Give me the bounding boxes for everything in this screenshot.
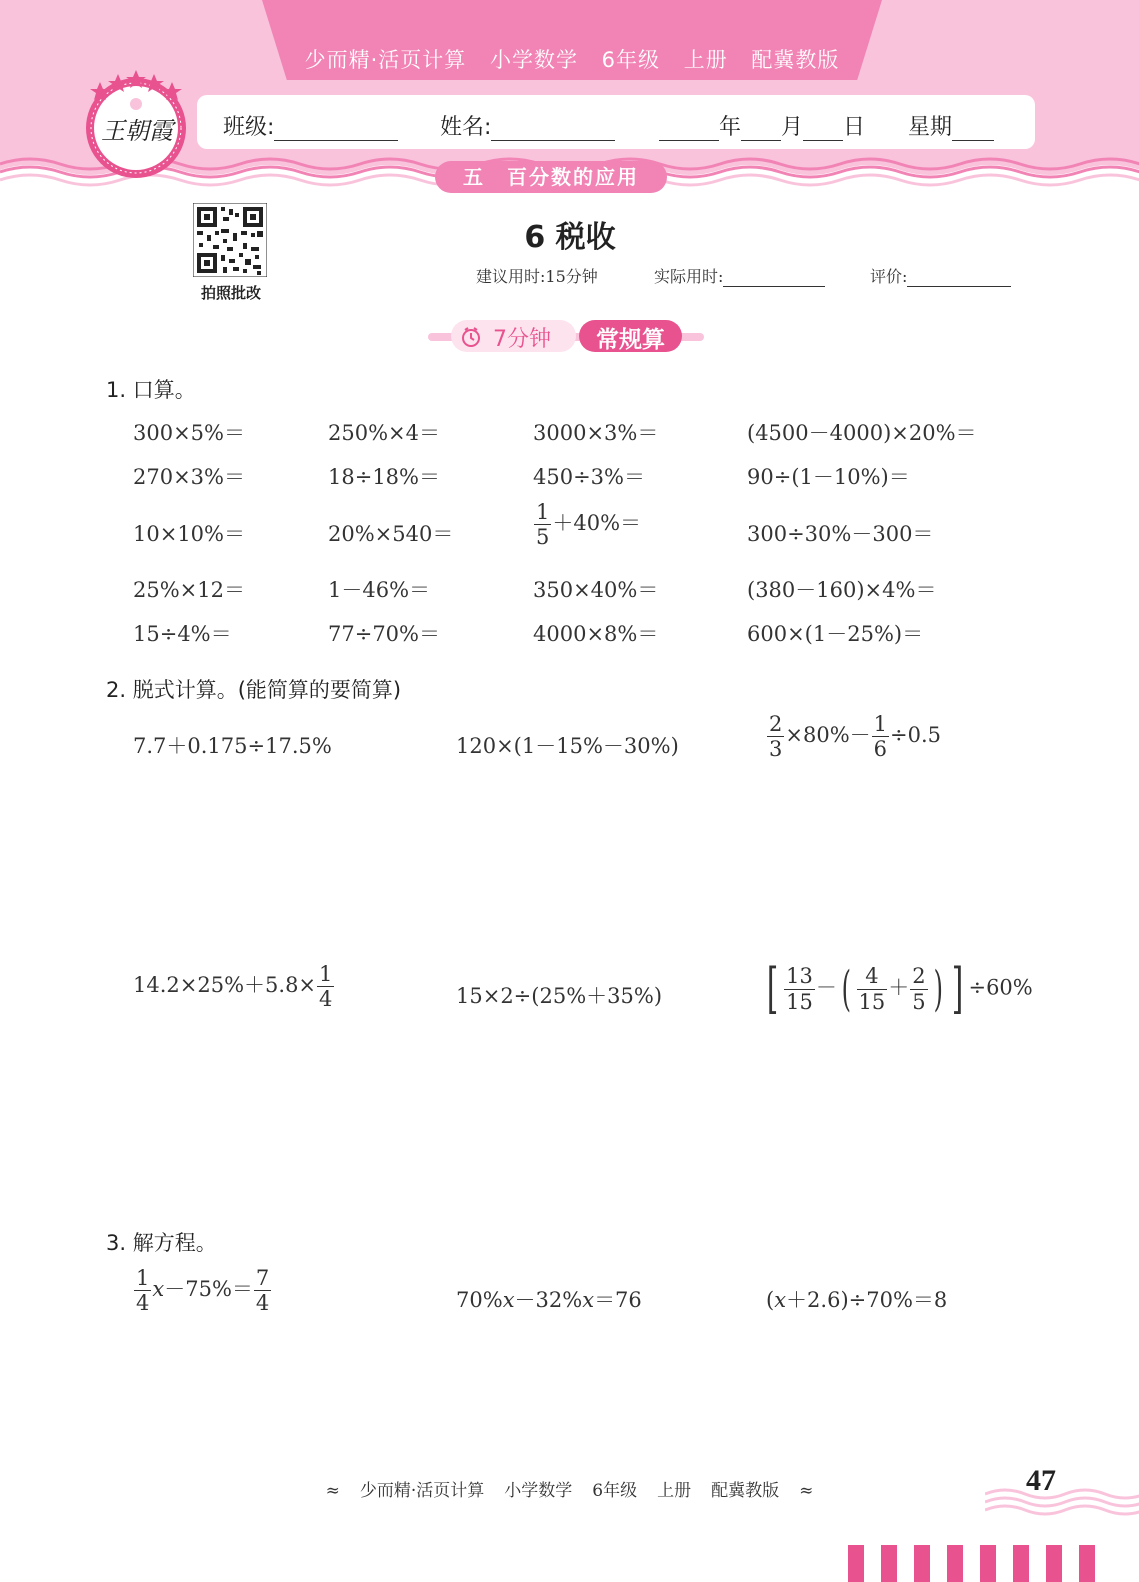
oral-problem-fraction: $\frac{1}{5}$ ＋40%＝: [536, 500, 642, 550]
equation: (x＋2.6)÷70%＝8: [766, 1288, 948, 1312]
stepwise-problem: 14.2×25%＋5.8× $\frac{1}{4}$: [133, 962, 333, 1012]
fraction: $\frac{1}{4}$: [319, 962, 333, 1012]
class-field[interactable]: [223, 110, 398, 141]
oral-problem: 18÷18%＝: [328, 465, 440, 489]
actual-time-field[interactable]: [654, 264, 825, 287]
year-blank[interactable]: [659, 118, 719, 141]
weekday-label: 星期: [908, 115, 953, 140]
day-blank[interactable]: [803, 118, 843, 141]
footer-stripe: [881, 1545, 897, 1582]
section-2-title: 2. 脱式计算。(能简算的要简算): [106, 678, 402, 702]
section-1-title: 1. 口算。: [106, 378, 196, 402]
day-label: 日: [843, 115, 866, 140]
oral-problem: (4500－4000)×20%＝: [747, 421, 977, 445]
series-name: 少而精·活页计算: [304, 48, 467, 72]
oral-problem: 250%×4＝: [328, 421, 440, 445]
right-paren: ): [933, 961, 943, 1017]
unit-badge: 五 百分数的应用: [435, 161, 667, 193]
equation: 70%x－32%x＝76: [456, 1288, 642, 1312]
footer-wave-decoration: [985, 1486, 1139, 1526]
name-blank[interactable]: [491, 118, 615, 141]
name-label: 姓名:: [440, 115, 492, 140]
oral-problem: 3000×3%＝: [533, 421, 659, 445]
left-bracket: [: [766, 957, 779, 1020]
actual-time-label: 实际用时:: [654, 267, 724, 286]
wave-icon: ≈: [799, 1481, 814, 1501]
subject-name: 小学数学: [489, 48, 578, 72]
class-blank[interactable]: [274, 118, 398, 141]
fraction: $\frac{4}{15}$: [858, 964, 886, 1014]
volume-name: 上册: [683, 48, 728, 72]
oral-problem: 15÷4%＝: [133, 622, 232, 646]
edition-name: 配冀教版: [751, 48, 840, 72]
year-label: 年: [719, 115, 742, 140]
footer-book-title: ≈ 少而精·活页计算 小学数学 6年级 上册 配冀教版 ≈: [325, 1481, 814, 1501]
oral-problem: 300÷30%－300＝: [747, 522, 934, 546]
month-blank[interactable]: [741, 118, 781, 141]
qr-caption: 拍照批改: [200, 284, 261, 302]
grade-name: 6年级: [601, 48, 661, 72]
stepwise-problem: $\frac{2}{3}$ ×80%－ $\frac{1}{6}$ ÷0.5: [769, 712, 942, 762]
oral-problem: 77÷70%＝: [328, 622, 440, 646]
oral-problem: 90÷(1－10%)＝: [747, 465, 910, 489]
month-label: 月: [781, 115, 804, 140]
oral-problem: 270×3%＝: [133, 465, 245, 489]
footer-stripe: [1079, 1545, 1095, 1582]
stepwise-problem: 120×(1－15%－30%): [456, 734, 679, 758]
oral-problem: 10×10%＝: [133, 522, 245, 546]
fraction: $\frac{7}{4}$: [255, 1266, 270, 1316]
oral-problem: 600×(1－25%)＝: [747, 622, 924, 646]
stepwise-problem: 15×2÷(25%＋35%): [456, 984, 663, 1008]
section-3-title: 3. 解方程。: [106, 1231, 217, 1255]
qr-code-icon[interactable]: [193, 203, 267, 277]
oral-problem: (380－160)×4%＝: [747, 578, 937, 602]
left-paren: (: [841, 961, 851, 1017]
footer-stripe: [1046, 1545, 1062, 1582]
oral-problem: 1－46%＝: [328, 578, 431, 602]
book-title: [262, 44, 882, 74]
fraction: $\frac{1}{6}$: [873, 712, 888, 762]
right-bracket: ]: [952, 957, 964, 1020]
fraction: $\frac{13}{15}$: [786, 964, 813, 1014]
rating-blank[interactable]: [907, 268, 1011, 287]
oral-problem: 25%×12＝: [133, 578, 245, 602]
fraction: $\frac{1}{4}$: [136, 1266, 150, 1316]
brand-logo-text: 王朝霞: [101, 117, 173, 145]
wave-icon: ≈: [325, 1481, 340, 1501]
footer-stripe: [848, 1545, 864, 1582]
timebar-kind: 常规算: [596, 327, 665, 353]
rating-label: 评价:: [870, 267, 908, 286]
stepwise-problem: 7.7＋0.175÷17.5%: [133, 734, 332, 758]
oral-problem: 4000×8%＝: [533, 622, 659, 646]
footer-stripe: [947, 1545, 963, 1582]
equation: $\frac{1}{4}$ x－75%＝ $\frac{7}{4}$: [136, 1266, 270, 1316]
weekday-field[interactable]: [908, 110, 994, 141]
date-field[interactable]: [659, 110, 865, 141]
oral-problem: 20%×540＝: [328, 522, 454, 546]
page-number: 47: [1026, 1464, 1056, 1497]
class-label: 班级:: [223, 115, 275, 140]
fraction: $\frac{2}{5}$: [912, 964, 926, 1014]
lesson-title: 6 税收: [524, 220, 616, 255]
oral-problem: 450÷3%＝: [533, 465, 645, 489]
oral-problem: 300×5%＝: [133, 421, 245, 445]
fraction: $\frac{2}{3}$: [769, 712, 783, 762]
stepwise-problem: [ $\frac{13}{15}$ －( $\frac{4}{15}$ ＋ $\frac{2}{5}$ ) ] ÷60%: [766, 957, 1033, 1020]
actual-time-blank[interactable]: [723, 268, 825, 287]
rating-field[interactable]: [870, 264, 1011, 287]
footer-stripe: [1013, 1545, 1029, 1582]
fraction: $\frac{1}{5}$: [536, 500, 550, 550]
weekday-blank[interactable]: [952, 118, 994, 141]
oral-problem: 350×40%＝: [533, 578, 659, 602]
timebar-time: 7分钟: [493, 327, 551, 352]
clock-icon: [460, 326, 482, 348]
footer-stripe: [914, 1545, 930, 1582]
name-field[interactable]: [440, 110, 615, 141]
suggested-time: 建议用时:15分钟: [476, 267, 598, 286]
footer-stripe: [980, 1545, 996, 1582]
